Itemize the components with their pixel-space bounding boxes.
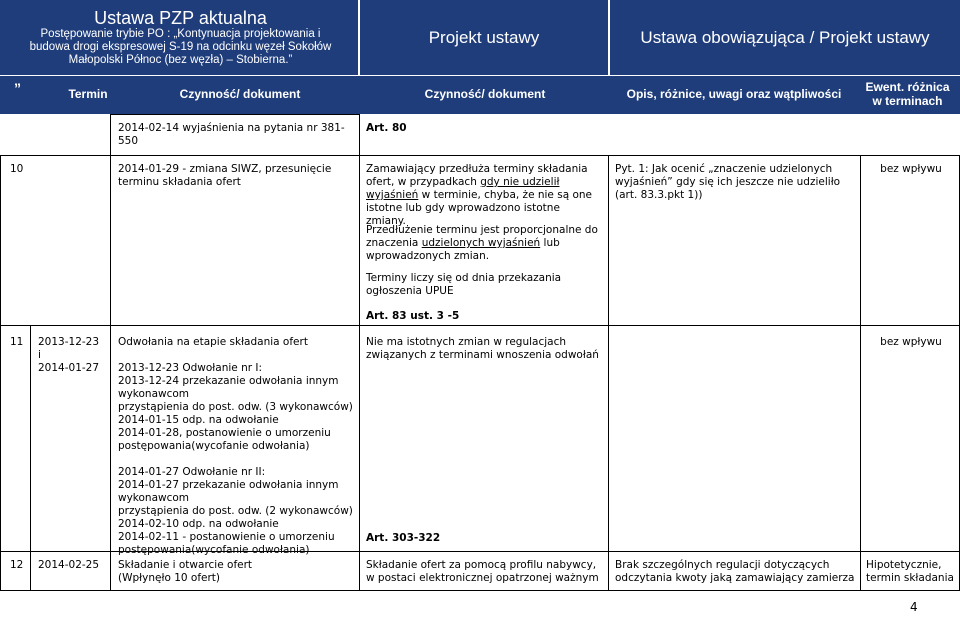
page-number: 4 <box>910 600 918 614</box>
row10-number: 10 <box>10 163 24 175</box>
table-border <box>0 155 960 156</box>
row10-proj-para2 <box>366 224 601 263</box>
table-border <box>110 114 111 590</box>
header-czynnosc-1: Czynność/ dokument <box>179 87 301 101</box>
table-border <box>860 155 861 590</box>
row10-proj-para3: Terminy liczy się od dnia przekazania ogłoszenia UPUE <box>366 272 562 297</box>
current-law-title: Ustawa PZP aktualna <box>94 8 267 28</box>
header-termin: Termin <box>68 87 108 101</box>
underlined-text: gdy nie udzielił wyjaśnień <box>366 176 560 201</box>
header-czynnosc-2: Czynność/ dokument <box>424 87 546 101</box>
row11-number: 11 <box>10 336 24 348</box>
row12-czynnosc: Składanie i otwarcie ofert (Wpłynęło 10 ofert) <box>118 559 253 584</box>
table-border <box>0 325 960 326</box>
header-divider <box>0 75 960 76</box>
row12-date: 2014-02-25 <box>38 559 100 571</box>
row11-date: 2013-12-23 i 2014-01-27 <box>38 336 100 374</box>
text: w terminie, chyba, że nie są one istotne lub gdy wprowadzono istotne zmiany. <box>366 189 593 227</box>
row10-proj-para1 <box>366 163 596 228</box>
table-border <box>359 114 360 590</box>
row10-art: Art. 83 ust. 3 -5 <box>366 310 460 322</box>
row12-number: 12 <box>10 559 24 571</box>
header-title-draft: Projekt ustawy <box>428 28 540 47</box>
procedure-subtitle: Postępowanie trybie PO : „Kontynuacja projektowania i budowa drogi ekspresowej S-19 na odcinku węzeł Sokołów Małopolski Północ (bez węzła) – Stobierna.” <box>29 28 332 66</box>
row10-ewent: bez wpływu <box>880 163 942 175</box>
row11-proj: Nie ma istotnych zmian w regulacjach związanych z terminami wnoszenia odwołań <box>366 336 599 361</box>
header-title-compare: Ustawa obowiązująca / Projekt ustawy <box>640 28 930 47</box>
row11-art: Art. 303-322 <box>366 532 441 544</box>
table-border <box>30 325 31 590</box>
row11-ewent: bez wpływu <box>880 336 942 348</box>
row12-proj: Składanie ofert za pomocą profilu nabywcy, w postaci elektronicznej opatrzonej ważnym <box>366 559 599 584</box>
row12-ewent: Hipotetycznie, termin składania <box>866 559 954 584</box>
text: Przedłużenie terminu jest proporcjonalne do znaczenia <box>366 224 598 249</box>
table-border <box>110 114 360 115</box>
row11-czynnosc: Odwołania na etapie składania ofert 2013-12-23 Odwołanie nr I: 2013-12-24 przekazanie odwołania innym wykonawcom przystąpienia do post. odw. (3 wykonawców) 2014-01-15 odp. na odwołanie 2014-01-28, postanowienie o umorzeniu postępowania(wycofanie odwołania) 2014-01-27 Odwołanie nr II: 2014-01-27 przekazanie odwołania innym wykonawcom przystąpienia do post. odw. (2 wykonawców) 2014-02-10 odp. na odwołanie 2014-02-11 - postanowienie o umorzeniu postępowania(wycofanie odwołania) <box>118 336 353 556</box>
table-border <box>0 155 1 590</box>
text: lub wprowadzonych zmian. <box>366 237 560 262</box>
row10-opis: Pyt. 1: Jak ocenić „znaczenie udzielonych wyjaśnień” gdy się ich jeszcze nie udzieliło (art. 83.3.pkt 1)) <box>615 163 841 201</box>
table-border <box>0 590 960 591</box>
row0-art: Art. 80 <box>366 122 407 134</box>
underlined-text: udzielonych wyjaśnień <box>421 237 541 249</box>
row12-opis: Brak szczególnych regulacji dotyczących odczytania kwoty jaką zamawiający zamierza <box>615 559 855 584</box>
row10-termin: 2014-01-29 - zmiana SIWZ, przesunięcie terminu składania ofert <box>118 163 332 188</box>
header-ewent: Ewent. różnica w terminach <box>865 80 950 108</box>
header-quote-mark: ” <box>14 80 21 96</box>
text: Zamawiający przedłuża terminy składania ofert, w przypadkach <box>366 163 588 188</box>
header-title-current-law <box>8 8 353 67</box>
table-border <box>608 155 609 590</box>
header-opis: Opis, różnice, uwagi oraz wątpliwości <box>626 87 842 101</box>
row0-termin: 2014-02-14 wyjaśnienia na pytania nr 381-550 <box>118 122 345 147</box>
